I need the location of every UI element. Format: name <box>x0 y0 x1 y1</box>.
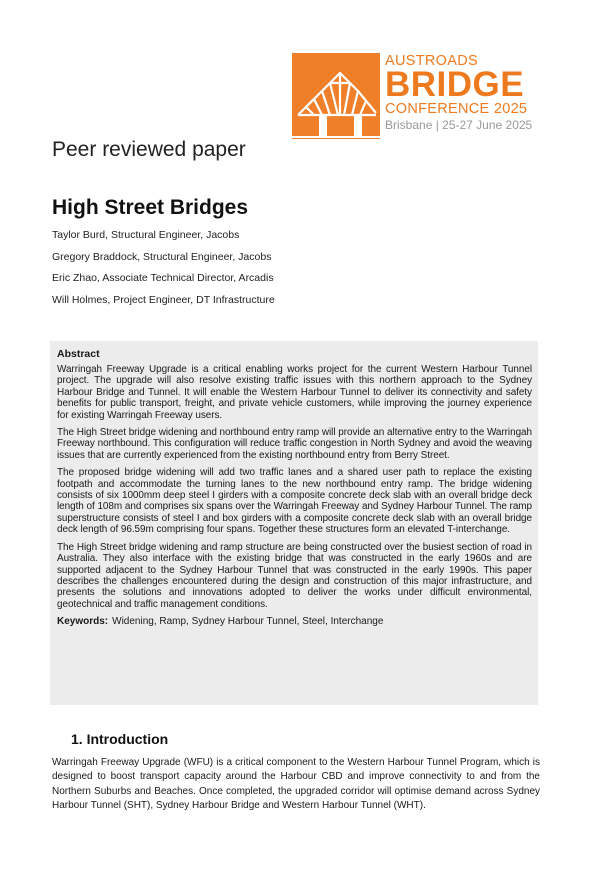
logo-organisation: AUSTROADS <box>385 53 478 69</box>
author-line: Will Holmes, Project Engineer, DT Infrastructure <box>52 294 275 306</box>
keywords-list: Widening, Ramp, Sydney Harbour Tunnel, Steel, Interchange <box>112 616 384 628</box>
keywords-label: Keywords: <box>57 616 109 628</box>
logo-wordmark: BRIDGE <box>385 65 525 104</box>
conference-logo <box>292 53 547 143</box>
logo-date-location: Brisbane | 25-27 June 2025 <box>385 118 533 132</box>
paper-title: High Street Bridges <box>52 196 249 219</box>
section-heading: 1. Introduction <box>71 731 169 747</box>
abstract-paragraph: Warringah Freeway Upgrade is a critical enabling works project for the current Western Harbour Tunnel project. The upgrade will also resolve existing traffic issues with this northern approach to the Sydney Harbour Bridge and Tunnel. It will enable the Western Harbour Tunnel to deliver its connectivity and safety benefits for public transport, freight, and private vehicle customers, while improving the journey experience for existing Warringah Freeway users. <box>57 364 532 421</box>
bridge-logo-icon <box>292 53 380 139</box>
author-line: Eric Zhao, Associate Technical Director, Arcadis <box>52 272 274 284</box>
intro-paragraph: Warringah Freeway Upgrade (WFU) is a critical component to the Western Harbour Tunnel Program, which is designed to boost transport capacity around the Harbour CBD and improve connectivity to and from the Northern Suburbs and Beaches. Once completed, the upgraded corridor will optimise demand across Sydney Harbour Tunnel (SHT), Sydney Harbour Bridge and Western Harbour Tunnel (WHT). <box>52 757 540 811</box>
abstract-heading: Abstract <box>57 348 100 360</box>
paper-kicker: Peer reviewed paper <box>52 138 246 161</box>
author-line: Taylor Burd, Structural Engineer, Jacobs <box>52 229 240 241</box>
logo-conference: CONFERENCE 2025 <box>385 101 528 117</box>
author-line: Gregory Braddock, Structural Engineer, Jacobs <box>52 251 272 263</box>
abstract-paragraph: The High Street bridge widening and ramp structure are being constructed over the busiest section of road in Australia. They also interface with the existing bridge that was constructed in the early 1960s and are supported adjacent to the Sydney Harbour Tunnel that was constructed in the early 1990s. This paper describes the challenges encountered during the design and construction of this major infrastructure, and presents the solutions and innovations adopted to deliver the works under difficult environmental, geotechnical and traffic management conditions. <box>57 541 532 610</box>
abstract-paragraph: The High Street bridge widening and northbound entry ramp will provide an alternative entry to the Warringah Freeway northbound. This configuration will reduce traffic congestion in North Sydney and avoid the weaving issues that are currently experienced from the existing northbound entry from Berry Street. <box>57 427 532 461</box>
abstract-box <box>50 341 538 705</box>
abstract-paragraph: The proposed bridge widening will add two traffic lanes and a shared user path to replace the existing footpath and accommodate the turning lanes to the new northbound entry ramp. The bridge widening consists of six 1000mm deep steel I girders with a composite concrete deck slab with an overall bridge deck length of 108m and comprises six spans over the Warringah Freeway and Sydney Harbour Tunnel. The ramp superstructure consists of steel I and box girders with a composite concrete deck slab with an overall bridge deck length of 96.59m comprising four spans. Together these structures form an elevated T-interchange. <box>57 467 532 536</box>
keywords <box>57 616 532 627</box>
